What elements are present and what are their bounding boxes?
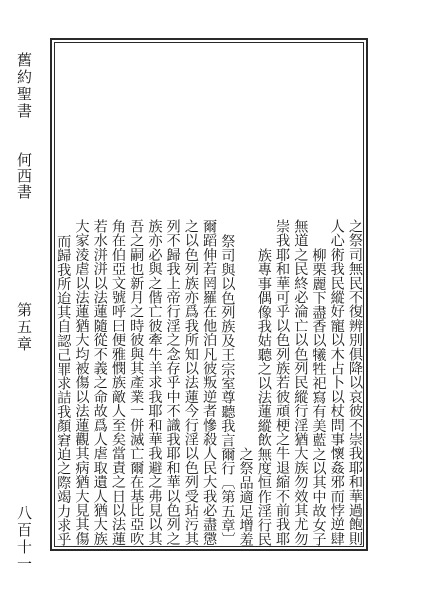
text-column-13: 吾之嗣也新月之時彼與其產業一併滅亡爾在基比亞吹	[128, 219, 145, 546]
text-block	[54, 44, 364, 546]
text-column-8: 〔第五章〕祭司與以色列族及王宗室尊聽我言爾行	[219, 233, 236, 546]
running-header-book: 何西書	[15, 152, 33, 200]
text-column-17: 而歸我所迨其自認己罪求詰我顏窘迫之際竭力求乎	[55, 233, 72, 546]
text-column-3: 柳栗麗下盡香以犧牲祀寫有美藍之以其中故女子	[310, 247, 327, 546]
text-column-11: 列不歸我上帝行淫之念存乎中不識我耶和華以色列之	[164, 219, 181, 546]
text-column-6: 族專事偶像我姑聽之以法蓮縱飲無度恒作淫行民	[255, 247, 272, 546]
text-column-4: 無道之民終必淪亡以色列民縱行淫猶大族勿效其尤勿	[292, 219, 309, 546]
text-column-2: 人心術我民縱好寵以木占卜以杖問事懷姦邪而悖逆肆	[328, 219, 345, 546]
text-column-5: 崇我耶和華可乎以色列族若彼頑梗之牛退縮不前我耶	[274, 219, 291, 546]
text-column-9: 爾蹈伸若罔羅在他泊凡彼叛逆者慘殺人民大我必盡懲	[201, 219, 218, 546]
running-header-title: 舊約聖書	[15, 52, 33, 120]
running-header-chapter: 第五章	[15, 302, 33, 353]
page-number: 八百十一	[15, 505, 33, 573]
text-column-1: 之祭司無民不復辨別俱降以哀彼不崇我耶和華過飽則	[347, 219, 363, 546]
text-column-10: 之以色列族亦爲我所知以法蓮今行淫以色列受玷污其	[182, 219, 199, 546]
text-column-14: 角在伯亞文號呼曰便雅憫族敵人至矣當責之日以法蓮	[109, 219, 126, 546]
text-column-15: 若水洴洴以法蓮隨從不義之命故爲人虐取遺人猶大族	[91, 219, 108, 546]
text-column-12: 族亦必與之偕亡彼牽牛羊求我耶和華我避之弗見以其	[146, 219, 163, 546]
text-column-16: 大家淩虐以法蓮猶大均被傷以法蓮觀其病猶大見其傷	[73, 219, 90, 546]
text-column-7: 之祭品適足增羞	[237, 446, 254, 546]
